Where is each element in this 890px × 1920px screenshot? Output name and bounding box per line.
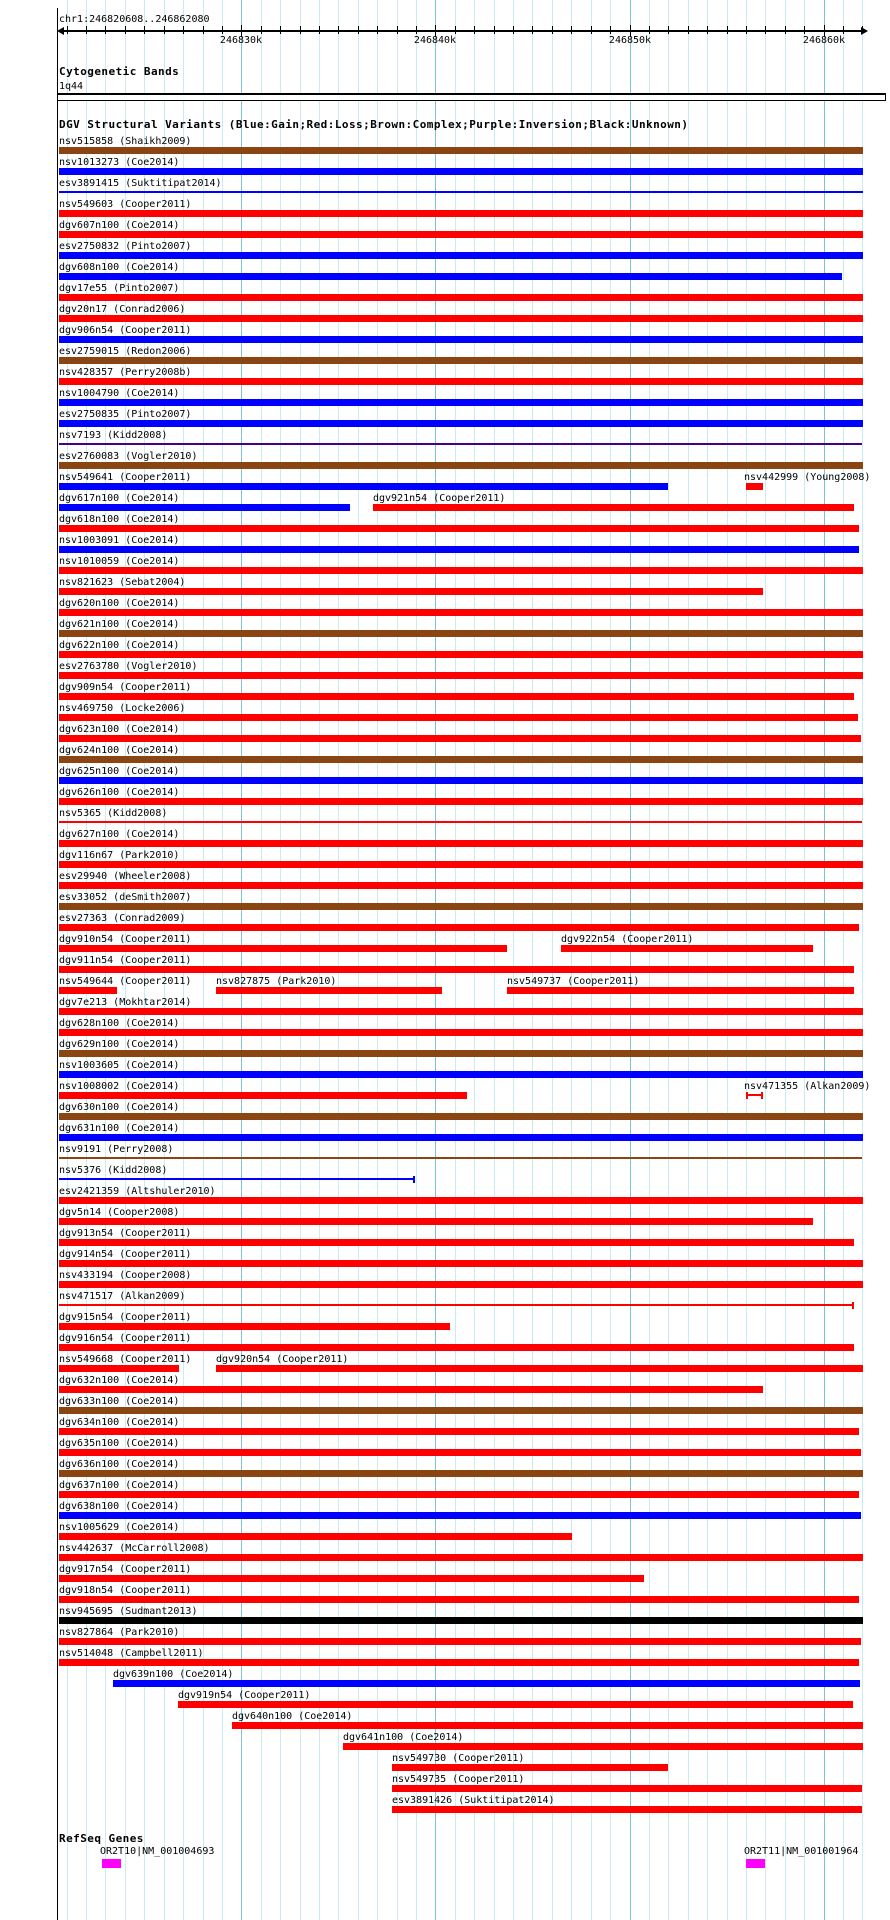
variant-bar-complex[interactable] [59,462,863,469]
variant-bar-loss[interactable] [59,588,763,595]
variant-label[interactable]: nsv1005629 (Coe2014) [59,1522,180,1533]
variant-bar-gain[interactable] [59,273,842,280]
variant-bar-loss[interactable] [59,1029,863,1036]
variant-label[interactable]: dgv17e55 (Pinto2007) [59,283,180,294]
minor-gridline [707,0,708,1920]
variant-bar-complex[interactable] [59,1113,863,1120]
refseq-track-title: RefSeq Genes [59,1832,144,1845]
variant-label[interactable]: dgv906n54 (Cooper2011) [59,325,192,336]
variant-bar-loss[interactable] [59,1554,863,1561]
variant-bar-loss[interactable] [59,861,863,868]
variant-label[interactable]: dgv637n100 (Coe2014) [59,1480,180,1491]
variant-label[interactable]: dgv911n54 (Cooper2011) [59,955,192,966]
variant-label[interactable]: nsv549641 (Cooper2011) [59,472,192,483]
region-coordinates-label: chr1:246820608..246862080 [59,14,210,25]
variant-bar-loss[interactable] [59,609,863,616]
ruler-line [59,30,866,32]
ruler-minor-tick [610,26,611,34]
variant-label[interactable]: dgv628n100 (Coe2014) [59,1018,180,1029]
variant-bar-loss[interactable] [59,210,863,217]
variant-line-loss[interactable] [59,1304,854,1306]
major-gridline [630,0,631,1920]
minor-gridline [746,0,747,1920]
variant-bar-complex[interactable] [59,1050,863,1057]
ruler-minor-tick [67,26,68,34]
variant-bar-loss[interactable] [59,1260,863,1267]
variant-label[interactable]: dgv625n100 (Coe2014) [59,766,180,777]
variant-label[interactable]: esv2763780 (Vogler2010) [59,661,198,672]
ruler-minor-tick [727,26,728,34]
variant-label[interactable]: nsv1004790 (Coe2014) [59,388,180,399]
minor-gridline [300,0,301,1920]
variant-bar-loss[interactable] [216,1365,863,1372]
variant-line-endcap [852,1302,854,1309]
minor-gridline [591,0,592,1920]
variant-label[interactable]: nsv469750 (Locke2006) [59,703,186,714]
ruler-minor-tick [397,26,398,34]
minor-gridline [280,0,281,1920]
variant-label[interactable]: dgv626n100 (Coe2014) [59,787,180,798]
ruler-minor-tick [338,26,339,34]
minor-gridline [552,0,553,1920]
variant-label[interactable]: nsv9191 (Perry2008) [59,1144,174,1155]
variant-label[interactable]: dgv909n54 (Cooper2011) [59,682,192,693]
variant-label[interactable]: esv2760083 (Vogler2010) [59,451,198,462]
minor-gridline [649,0,650,1920]
variant-label[interactable]: dgv116n67 (Park2010) [59,850,180,861]
variant-bar-loss[interactable] [343,1743,863,1750]
variant-bar-gain[interactable] [59,420,863,427]
variant-line-endcap [761,1092,763,1099]
variant-bar-loss[interactable] [59,1197,863,1204]
left-border-line [57,8,58,1920]
variant-bar-loss[interactable] [59,231,863,238]
variant-label[interactable]: esv29940 (Wheeler2008) [59,871,192,882]
variant-bar-loss[interactable] [59,1092,467,1099]
variant-bar-loss[interactable] [59,1218,813,1225]
variant-label[interactable]: nsv827875 (Park2010) [216,976,337,987]
variant-label[interactable]: nsv549644 (Cooper2011) [59,976,192,987]
variant-bar-loss[interactable] [59,1659,859,1666]
ruler-minor-tick [164,26,165,34]
variant-bar-loss[interactable] [59,924,859,931]
minor-gridline [397,0,398,1920]
variant-bar-loss[interactable] [59,567,863,574]
minor-gridline [222,0,223,1920]
ruler-minor-tick [144,26,145,34]
variant-bar-complex[interactable] [59,357,863,364]
variant-bar-complex[interactable] [59,903,863,910]
variant-label[interactable]: dgv910n54 (Cooper2011) [59,934,192,945]
ruler-tick-label: 246840k [413,35,457,46]
variant-bar-loss[interactable] [373,504,854,511]
variant-label[interactable]: dgv630n100 (Coe2014) [59,1102,180,1113]
dgv-track-title: DGV Structural Variants (Blue:Gain;Red:Loss;Brown:Complex;Purple:Inversion;Black:Unknown) [59,118,689,131]
ruler-minor-tick [86,26,87,34]
variant-label[interactable]: dgv636n100 (Coe2014) [59,1459,180,1470]
variant-bar-loss[interactable] [178,1701,853,1708]
variant-label[interactable]: nsv5365 (Kidd2008) [59,808,168,819]
variant-label[interactable]: dgv918n54 (Cooper2011) [59,1585,192,1596]
variant-bar-loss[interactable] [59,1491,859,1498]
minor-gridline [785,0,786,1920]
ruler-minor-tick [552,26,553,34]
variant-line-endcap [413,1176,415,1183]
variant-bar-loss[interactable] [59,693,854,700]
ruler-minor-tick [261,26,262,34]
variant-label[interactable]: nsv428357 (Perry2008b) [59,367,192,378]
variant-label[interactable]: dgv620n100 (Coe2014) [59,598,180,609]
minor-gridline [377,0,378,1920]
variant-label[interactable]: dgv919n54 (Cooper2011) [178,1690,311,1701]
cytogenetic-bands-title: Cytogenetic Bands [59,65,180,78]
minor-gridline [765,0,766,1920]
variant-label[interactable]: nsv1003091 (Coe2014) [59,535,180,546]
minor-gridline [727,0,728,1920]
variant-bar-loss[interactable] [59,525,859,532]
variant-bar-loss[interactable] [59,1638,861,1645]
variant-label[interactable]: nsv5376 (Kidd2008) [59,1165,168,1176]
variant-line-gain[interactable] [59,1178,415,1180]
ruler-minor-tick [591,26,592,34]
variant-bar-loss[interactable] [59,1386,763,1393]
ruler-minor-tick [474,26,475,34]
variant-bar-loss[interactable] [59,714,858,721]
variant-label[interactable]: nsv1010059 (Coe2014) [59,556,180,567]
minor-gridline [668,0,669,1920]
variant-label[interactable]: dgv632n100 (Coe2014) [59,1375,180,1386]
variant-label[interactable]: nsv549735 (Cooper2011) [392,1774,525,1785]
variant-bar-complex[interactable] [59,147,863,154]
variant-bar-loss[interactable] [232,1722,863,1729]
variant-bar-loss[interactable] [59,651,863,658]
variant-label[interactable]: dgv629n100 (Coe2014) [59,1039,180,1050]
variant-bar-gain[interactable] [59,504,350,511]
variant-label[interactable]: dgv7e213 (Mokhtar2014) [59,997,192,1008]
variant-label[interactable]: nsv433194 (Cooper2008) [59,1270,192,1281]
variant-bar-complex[interactable] [59,630,863,637]
variant-bar-loss[interactable] [216,987,442,994]
variant-label[interactable]: dgv624n100 (Coe2014) [59,745,180,756]
ruler-minor-tick [377,26,378,34]
minor-gridline [416,0,417,1920]
variant-bar-loss[interactable] [59,798,863,805]
variant-bar-loss[interactable] [59,1365,179,1372]
variant-label[interactable]: dgv607n100 (Coe2014) [59,220,180,231]
variant-bar-loss[interactable] [59,1428,859,1435]
variant-label[interactable]: esv27363 (Conrad2009) [59,913,186,924]
variant-label[interactable]: dgv622n100 (Coe2014) [59,640,180,651]
ruler-minor-tick [280,26,281,34]
variant-bar-loss[interactable] [59,672,863,679]
variant-bar-gain[interactable] [59,168,863,175]
ruler-minor-tick [203,26,204,34]
variant-label[interactable]: nsv1008002 (Coe2014) [59,1081,180,1092]
variant-label[interactable]: esv2759015 (Redon2006) [59,346,192,357]
variant-label[interactable]: dgv623n100 (Coe2014) [59,724,180,735]
variant-bar-loss[interactable] [392,1764,668,1771]
ruler-minor-tick [105,26,106,34]
variant-label[interactable]: dgv922n54 (Cooper2011) [561,934,694,945]
ruler-minor-tick [494,26,495,34]
variant-label[interactable]: dgv617n100 (Coe2014) [59,493,180,504]
variant-bar-loss[interactable] [507,987,854,994]
variant-bar-complex[interactable] [59,1470,863,1477]
ruler-minor-tick [765,26,766,34]
variant-bar-loss[interactable] [59,1344,854,1351]
variant-label[interactable]: esv2421359 (Altshuler2010) [59,1186,216,1197]
variant-label[interactable]: dgv608n100 (Coe2014) [59,262,180,273]
minor-gridline [474,0,475,1920]
variant-label[interactable]: nsv821623 (Sebat2004) [59,577,186,588]
variant-label[interactable]: esv3891426 (Suktitipat2014) [392,1795,555,1806]
ruler-minor-tick [862,26,863,34]
ruler-tick-label: 246830k [219,35,263,46]
ruler-minor-tick [300,26,301,34]
ruler-minor-tick [416,26,417,34]
variant-bar-gain[interactable] [59,252,863,259]
ruler-minor-tick [746,26,747,34]
minor-gridline [358,0,359,1920]
ruler-minor-tick [843,26,844,34]
variant-label[interactable]: dgv917n54 (Cooper2011) [59,1564,192,1575]
minor-gridline [688,0,689,1920]
variant-label[interactable]: nsv515858 (Shaikh2009) [59,136,192,147]
variant-line-loss[interactable] [59,821,862,823]
variant-bar-loss[interactable] [561,945,813,952]
variant-line-inversion[interactable] [59,443,862,445]
minor-gridline [610,0,611,1920]
variant-label[interactable]: nsv549668 (Cooper2011) [59,1354,192,1365]
variant-bar-loss[interactable] [746,483,763,490]
variant-label[interactable]: nsv442637 (McCarroll2008) [59,1543,210,1554]
variant-label[interactable]: esv2750832 (Pinto2007) [59,241,192,252]
variant-bar-loss[interactable] [59,1449,861,1456]
ruler-minor-tick [571,26,572,34]
minor-gridline [319,0,320,1920]
gene-box[interactable] [746,1859,765,1868]
variant-label[interactable]: nsv514048 (Campbell2011) [59,1648,204,1659]
variant-label[interactable]: dgv627n100 (Coe2014) [59,829,180,840]
variant-bar-loss[interactable] [59,1323,450,1330]
minor-gridline [571,0,572,1920]
ruler-minor-tick [688,26,689,34]
gene-label[interactable]: OR2T10|NM_001004693 [100,1846,215,1857]
gene-label[interactable]: OR2T11|NM_001001964 [744,1846,859,1857]
variant-label[interactable]: dgv920n54 (Cooper2011) [216,1354,349,1365]
variant-bar-loss[interactable] [59,840,863,847]
variant-bar-gain[interactable] [59,1134,863,1141]
variant-line-endcap [746,1092,748,1099]
variant-label[interactable]: esv2750835 (Pinto2007) [59,409,192,420]
variant-label[interactable]: dgv634n100 (Coe2014) [59,1417,180,1428]
minor-gridline [513,0,514,1920]
ruler-minor-tick [455,26,456,34]
variant-label[interactable]: dgv618n100 (Coe2014) [59,514,180,525]
variant-label[interactable]: nsv549603 (Cooper2011) [59,199,192,210]
variant-bar-loss[interactable] [59,735,861,742]
ruler-minor-tick [532,26,533,34]
variant-label[interactable]: dgv633n100 (Coe2014) [59,1396,180,1407]
variant-bar-gain[interactable] [59,336,863,343]
minor-gridline [532,0,533,1920]
variant-label[interactable]: dgv638n100 (Coe2014) [59,1501,180,1512]
variant-bar-loss[interactable] [59,1008,863,1015]
variant-label[interactable]: nsv945695 (Sudmant2013) [59,1606,198,1617]
variant-label[interactable]: dgv20n17 (Conrad2006) [59,304,186,315]
minor-gridline [203,0,204,1920]
ruler-minor-tick [513,26,514,34]
variant-label[interactable]: dgv631n100 (Coe2014) [59,1123,180,1134]
major-gridline [824,0,825,1920]
variant-label[interactable]: dgv621n100 (Coe2014) [59,619,180,630]
ruler-minor-tick [649,26,650,34]
variant-bar-gain[interactable] [59,1071,863,1078]
variant-label[interactable]: nsv827864 (Park2010) [59,1627,180,1638]
variant-bar-loss[interactable] [59,987,117,994]
ruler-minor-tick [785,26,786,34]
variant-label[interactable]: nsv471355 (Alkan2009) [744,1081,871,1092]
variant-label[interactable]: dgv640n100 (Coe2014) [232,1711,353,1722]
minor-gridline [862,0,863,1920]
variant-bar-complex[interactable] [59,1407,863,1414]
variant-label[interactable]: dgv914n54 (Cooper2011) [59,1249,192,1260]
cytoband-rect[interactable] [57,93,886,101]
major-gridline [241,0,242,1920]
variant-bar-gain[interactable] [59,483,668,490]
ruler-tick-label: 246850k [608,35,652,46]
ruler-minor-tick [804,26,805,34]
variant-bar-loss[interactable] [59,966,854,973]
variant-line-gain[interactable] [59,191,863,193]
variant-label[interactable]: dgv641n100 (Coe2014) [343,1732,464,1743]
variant-label[interactable]: nsv1013273 (Coe2014) [59,157,180,168]
ruler-minor-tick [125,26,126,34]
variant-bar-loss[interactable] [59,1281,863,1288]
ruler-minor-tick [668,26,669,34]
variant-label[interactable]: dgv635n100 (Coe2014) [59,1438,180,1449]
cytoband-name: 1q44 [59,81,84,92]
variant-bar-loss[interactable] [59,945,507,952]
ruler-minor-tick [358,26,359,34]
variant-bar-loss[interactable] [59,1239,854,1246]
minor-gridline [843,0,844,1920]
variant-label[interactable]: esv33052 (deSmith2007) [59,892,192,903]
variant-bar-loss[interactable] [392,1785,862,1792]
minor-gridline [455,0,456,1920]
variant-bar-gain[interactable] [113,1680,860,1687]
variant-bar-gain[interactable] [59,546,859,553]
variant-label[interactable]: dgv916n54 (Cooper2011) [59,1333,192,1344]
variant-bar-gain[interactable] [59,777,863,784]
minor-gridline [338,0,339,1920]
variant-label[interactable]: dgv913n54 (Cooper2011) [59,1228,192,1239]
variant-bar-loss[interactable] [392,1806,862,1813]
variant-bar-loss[interactable] [59,378,863,385]
variant-label[interactable]: dgv639n100 (Coe2014) [113,1669,234,1680]
variant-label[interactable]: nsv7193 (Kidd2008) [59,430,168,441]
ruler-minor-tick [222,26,223,34]
ruler-left-arrow-icon [57,27,64,35]
variant-label[interactable]: nsv471517 (Alkan2009) [59,1291,186,1302]
ruler-minor-tick [319,26,320,34]
variant-bar-loss[interactable] [59,1575,644,1582]
variant-label[interactable]: dgv915n54 (Cooper2011) [59,1312,192,1323]
variant-bar-complex[interactable] [59,756,863,763]
variant-bar-loss[interactable] [59,315,863,322]
minor-gridline [494,0,495,1920]
variant-label[interactable]: nsv549737 (Cooper2011) [507,976,640,987]
ruler-tick-label: 246860k [802,35,846,46]
minor-gridline [804,0,805,1920]
variant-bar-loss[interactable] [59,294,863,301]
variant-bar-loss[interactable] [59,882,863,889]
variant-label[interactable]: dgv5n14 (Cooper2008) [59,1207,180,1218]
variant-bar-loss[interactable] [59,1596,859,1603]
variant-label[interactable]: dgv921n54 (Cooper2011) [373,493,506,504]
major-gridline [435,0,436,1920]
variant-label[interactable]: esv3891415 (Suktitipat2014) [59,178,222,189]
variant-bar-gain[interactable] [59,1512,861,1519]
variant-line-complex[interactable] [59,1157,862,1159]
variant-bar-unknown[interactable] [59,1617,863,1624]
ruler-minor-tick [707,26,708,34]
minor-gridline [261,0,262,1920]
variant-label[interactable]: nsv549730 (Cooper2011) [392,1753,525,1764]
ruler-minor-tick [183,26,184,34]
variant-bar-loss[interactable] [59,1533,572,1540]
variant-label[interactable]: nsv1003605 (Coe2014) [59,1060,180,1071]
variant-label[interactable]: nsv442999 (Young2008) [744,472,871,483]
variant-bar-gain[interactable] [59,399,863,406]
gene-box[interactable] [102,1859,121,1868]
